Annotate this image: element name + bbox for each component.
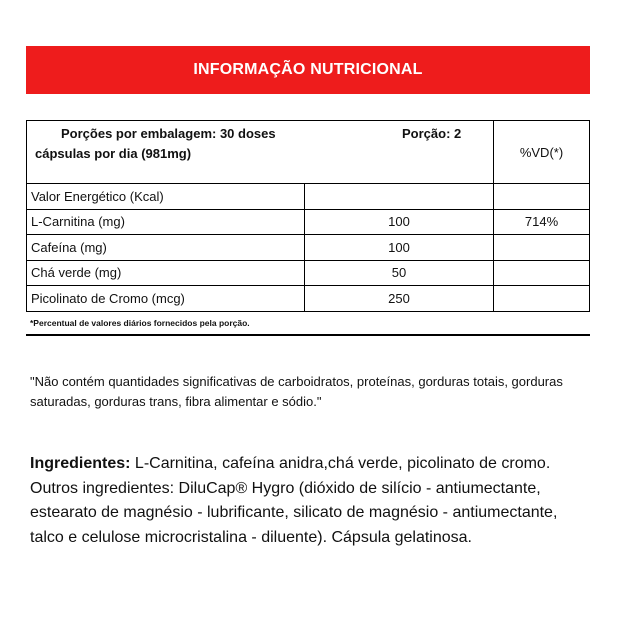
- nutrient-name: Chá verde (mg): [27, 261, 305, 286]
- nutrition-table-box: [26, 120, 590, 312]
- table-row: [27, 261, 589, 287]
- nutrient-amount: 100: [305, 235, 494, 260]
- nutrition-table: [26, 120, 590, 336]
- nutrient-name: Valor Energético (Kcal): [27, 184, 305, 209]
- nutrient-amount: [305, 184, 494, 209]
- nutrient-amount: 50: [305, 261, 494, 286]
- vd-header: [494, 121, 589, 183]
- table-footnote: *Percentual de valores diários fornecidos pela porção.: [26, 312, 590, 336]
- capsules-per-day: cápsulas por dia (981mg): [35, 146, 192, 161]
- nutrient-name: L-Carnitina (mg): [27, 210, 305, 235]
- table-row: [27, 286, 589, 311]
- disclaimer-text: "Não contém quantidades significativas de carboidratos, proteínas, gorduras totais, gorduras saturadas, gorduras trans, fibra alimentar e sódio.": [30, 374, 563, 409]
- nutrient-vd: [494, 261, 589, 286]
- nutrient-vd: [494, 235, 589, 260]
- nutrient-amount: 250: [305, 286, 494, 311]
- table-row: [27, 184, 589, 210]
- ingredients-text: L-Carnitina, cafeína anidra,chá verde, picolinato de cromo. Outros ingredientes: DiluCap® Hygro (dióxido de silício - antiumectante, estearato de magnésio - lubrificante, silicato de magnésio - antiumectante, talco e celulose microcristalina - diluente). Cápsula gelatinosa.: [30, 455, 558, 546]
- table-header: [27, 121, 589, 184]
- nutrient-amount: 100: [305, 210, 494, 235]
- ingredients-label: Ingredientes:: [30, 455, 131, 472]
- nutrition-banner: [26, 46, 590, 94]
- nutrient-vd: 714%: [524, 214, 559, 230]
- banner-title: INFORMAÇÃO NUTRICIONAL: [193, 61, 423, 78]
- ingredients-paragraph: [30, 452, 590, 550]
- servings-per-pack: Porções por embalagem: 30 doses: [61, 126, 276, 141]
- nutrient-name: Picolinato de Cromo (mcg): [27, 286, 305, 311]
- table-row: [27, 210, 589, 236]
- table-row: [27, 235, 589, 261]
- vd-header-label: %VD(*): [519, 144, 564, 160]
- portion-size: Porção: 2: [402, 126, 462, 141]
- nutrient-vd: [494, 286, 589, 311]
- nutrient-vd: [494, 184, 589, 209]
- nutrient-name: Cafeína (mg): [27, 235, 305, 260]
- table-header-serving-info: [27, 121, 494, 183]
